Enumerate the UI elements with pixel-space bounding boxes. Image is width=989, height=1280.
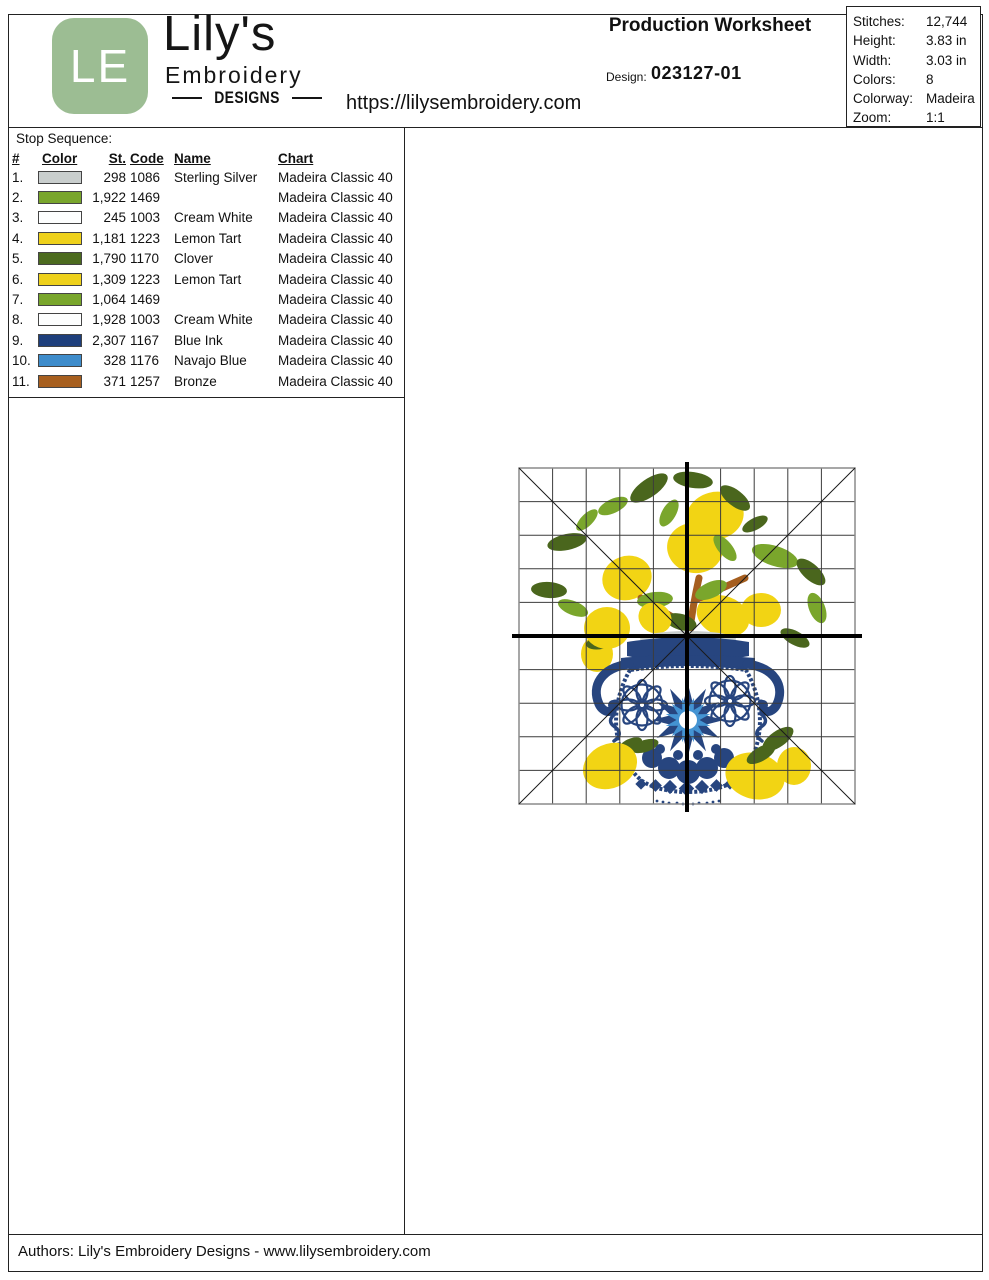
stitch-count: 328	[103, 353, 126, 369]
thread-chart: Madeira Classic 40	[278, 251, 393, 267]
info-row-zoom	[853, 108, 980, 127]
col-header-name: Name	[174, 151, 211, 166]
info-row-height	[853, 31, 980, 50]
thread-chart: Madeira Classic 40	[278, 292, 393, 308]
brand-name: Lily's	[163, 7, 277, 61]
thread-code: 1176	[130, 353, 160, 369]
table-row	[8, 249, 404, 269]
col-header-chart: Chart	[278, 151, 314, 166]
thread-name: Lemon Tart	[174, 230, 242, 246]
brand-designs	[172, 88, 322, 108]
row-number: 8.	[12, 312, 24, 328]
thread-chart: Madeira Classic 40	[278, 332, 393, 348]
stat-label: Colorway:	[853, 91, 914, 107]
row-number: 2.	[12, 190, 24, 206]
row-number: 6.	[12, 271, 24, 287]
thread-name: Cream White	[174, 210, 253, 226]
col-header-code: Code	[130, 151, 164, 166]
row-number: 11.	[12, 373, 30, 389]
thread-name: Cream White	[174, 312, 253, 328]
footer-top-rule	[8, 1234, 982, 1235]
table-header-row	[8, 150, 404, 167]
color-swatch	[38, 375, 82, 388]
thread-chart: Madeira Classic 40	[278, 190, 393, 206]
table-row	[8, 269, 404, 289]
thread-name: Blue Ink	[174, 332, 223, 348]
table-row	[8, 228, 404, 248]
row-number: 9.	[12, 332, 24, 348]
stitch-count: 371	[103, 373, 126, 389]
stat-value: 3.03 in	[926, 52, 967, 68]
info-row-colorway	[853, 89, 980, 108]
stitch-count: 245	[103, 210, 126, 226]
row-number: 4.	[12, 230, 24, 246]
info-row-stitches	[853, 12, 980, 31]
col-header-num: #	[12, 151, 20, 166]
brand-subtitle: Embroidery	[165, 62, 303, 88]
thread-code: 1003	[130, 210, 161, 226]
thread-code: 1170	[130, 251, 160, 267]
table-row	[8, 371, 404, 391]
row-number: 5.	[12, 251, 24, 267]
design-info-box	[846, 6, 981, 127]
table-row	[8, 167, 404, 187]
table-row	[8, 330, 404, 350]
table-row	[8, 187, 404, 207]
design-preview	[509, 458, 869, 818]
header-bottom-rule	[8, 127, 982, 128]
stitch-count: 1,064	[92, 292, 126, 308]
table-bottom-rule	[8, 397, 405, 398]
stitch-count: 1,922	[92, 190, 126, 206]
thread-chart: Madeira Classic 40	[278, 230, 393, 246]
color-swatch	[38, 354, 82, 367]
thread-chart: Madeira Classic 40	[278, 169, 393, 185]
stop-sequence-title: Stop Sequence:	[16, 131, 113, 146]
designs-right-rule	[292, 97, 322, 100]
color-swatch	[38, 191, 82, 204]
thread-chart: Madeira Classic 40	[278, 271, 393, 287]
stitch-count: 1,928	[92, 312, 126, 328]
thread-name: Bronze	[174, 373, 217, 389]
stat-value: 1:1	[926, 110, 945, 126]
col-header-color: Color	[42, 151, 78, 166]
thread-chart: Madeira Classic 40	[278, 210, 393, 226]
thread-code: 1086	[130, 169, 161, 185]
color-swatch	[38, 293, 82, 306]
row-number: 10.	[12, 353, 31, 369]
row-number: 1.	[12, 169, 24, 185]
logo-badge	[52, 18, 148, 114]
stat-label: Stitches:	[853, 14, 905, 29]
design-number: 023127-01	[651, 63, 742, 83]
thread-chart: Madeira Classic 40	[278, 312, 393, 328]
info-row-colors	[853, 70, 980, 89]
stat-label: Zoom:	[853, 110, 892, 126]
designs-label: DESIGNS	[214, 88, 280, 107]
thread-chart: Madeira Classic 40	[278, 353, 393, 369]
thread-code: 1257	[130, 373, 161, 389]
thread-code: 1469	[130, 292, 161, 308]
thread-code: 1003	[130, 312, 161, 328]
stat-value: 12,744	[926, 14, 968, 29]
thread-name: Navajo Blue	[174, 353, 247, 369]
color-swatch	[38, 313, 82, 326]
stop-sequence-table	[8, 150, 404, 391]
color-swatch	[38, 252, 82, 265]
table-row	[8, 310, 404, 330]
site-url-link[interactable]: https://lilysembroidery.com	[346, 92, 582, 114]
table-row	[8, 289, 404, 309]
color-swatch	[38, 273, 82, 286]
logo-badge-text: LE	[69, 40, 131, 92]
stat-value: Madeira	[926, 91, 975, 107]
design-label: Design:	[606, 70, 647, 84]
table-row	[8, 208, 404, 228]
info-row-width	[853, 51, 980, 70]
row-number: 7.	[12, 292, 24, 308]
stitch-count: 1,181	[92, 230, 126, 246]
thread-name: Lemon Tart	[174, 271, 242, 287]
stitch-count: 298	[103, 169, 126, 185]
stat-value: 8	[926, 71, 934, 87]
table-row	[8, 351, 404, 371]
col-header-st: St.	[108, 151, 126, 166]
stat-label: Colors:	[853, 71, 896, 87]
stat-value: 3.83 in	[926, 33, 967, 49]
color-swatch	[38, 232, 82, 245]
designs-left-rule	[172, 97, 202, 100]
stitch-count: 1,309	[92, 271, 126, 287]
thread-name: Clover	[174, 251, 214, 267]
thread-code: 1167	[130, 332, 160, 348]
footer-authors: Authors: Lily's Embroidery Designs - www.lilysembroidery.com	[18, 1243, 431, 1260]
thread-code: 1223	[130, 271, 161, 287]
page-title: Production Worksheet	[608, 15, 812, 36]
stat-label: Width:	[853, 52, 892, 68]
color-swatch	[38, 211, 82, 224]
thread-code: 1223	[130, 230, 161, 246]
thread-chart: Madeira Classic 40	[278, 373, 393, 389]
row-number: 3.	[12, 210, 24, 226]
stat-label: Height:	[853, 33, 896, 49]
column-divider	[404, 128, 405, 1234]
stitch-count: 2,307	[92, 332, 126, 348]
thread-name: Sterling Silver	[174, 169, 258, 185]
color-swatch	[38, 171, 82, 184]
thread-code: 1469	[130, 190, 161, 206]
stitch-count: 1,790	[92, 251, 126, 267]
color-swatch	[38, 334, 82, 347]
